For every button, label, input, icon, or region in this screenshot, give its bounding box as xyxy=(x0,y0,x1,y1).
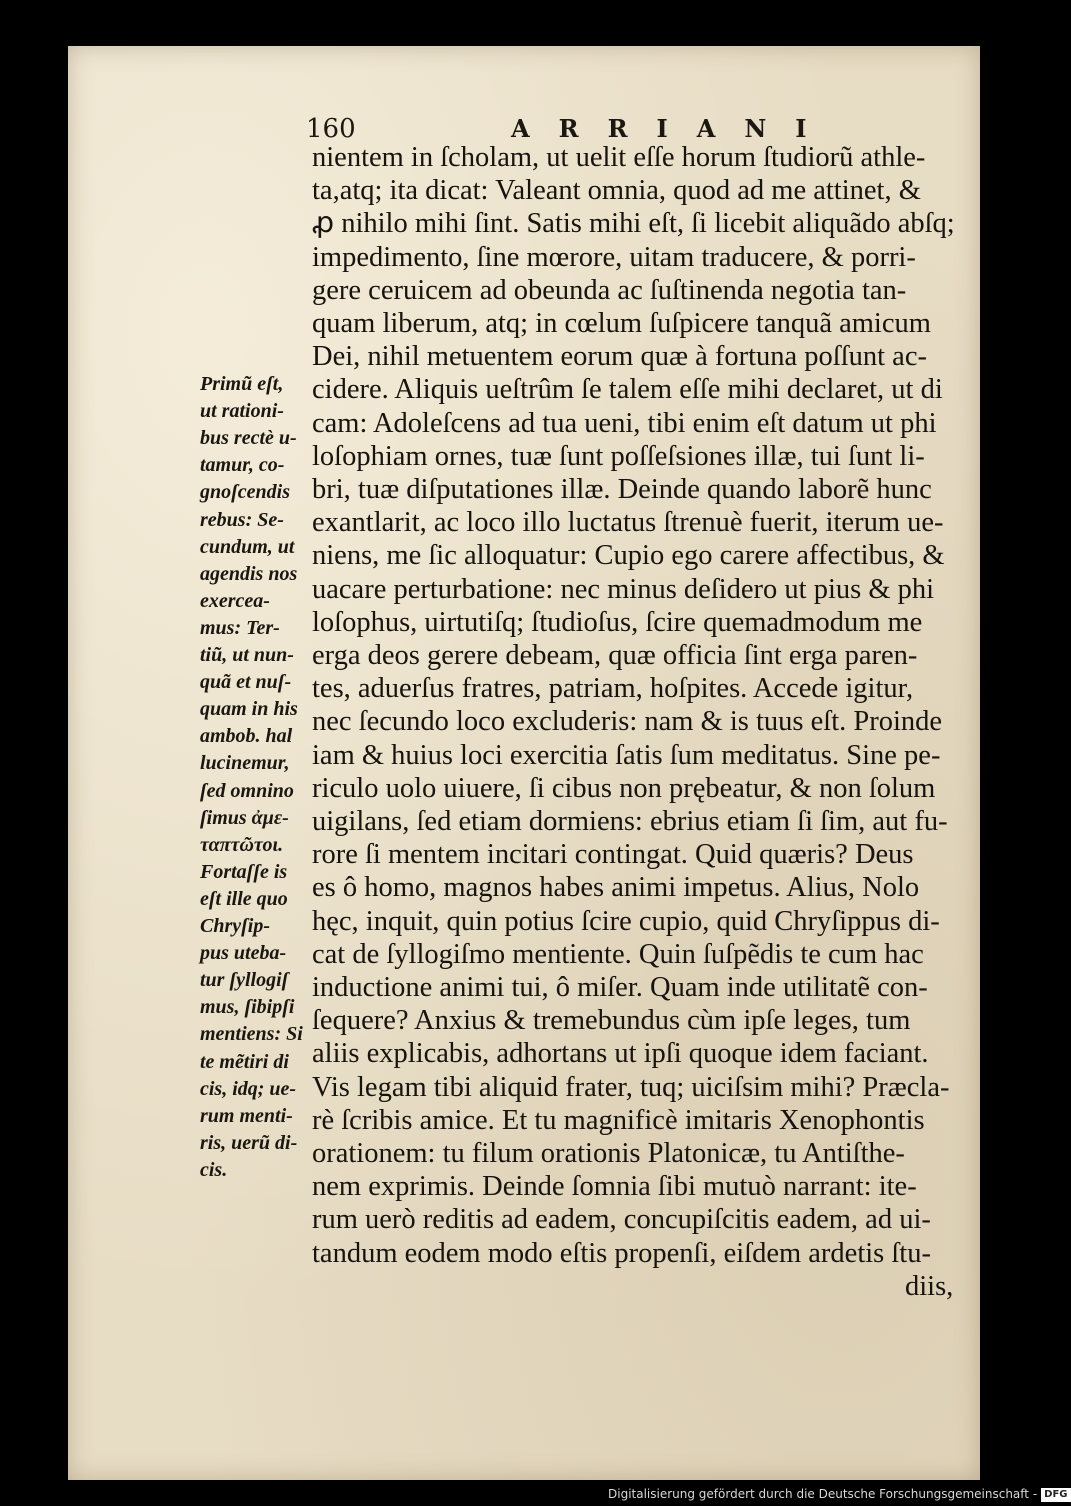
text-line: diis, xyxy=(905,1270,954,1302)
text-line: loſophiam ornes, tuæ ſunt poſſeſsiones illæ, tui ſunt li- xyxy=(312,440,925,472)
text-line: hęc, inquit, quin potius ſcire cupio, quid Chryſippus di- xyxy=(312,905,940,937)
margin-note-line: rebus: Se- xyxy=(200,508,284,531)
running-head: ARRIANI xyxy=(511,114,836,143)
text-line: aliis explicabis, adhortans ut ipſi quoque idem faciant. xyxy=(312,1038,929,1070)
margin-note-line: mus: Ter- xyxy=(200,616,280,639)
margin-note-line: mus, ſibipſi xyxy=(200,996,295,1019)
margin-note-line: ταπτῶτοι. xyxy=(200,833,284,856)
margin-note-line: lucinemur, xyxy=(200,752,290,775)
text-line: nec ſecundo loco excluderis: nam & is tuus eſt. Proinde xyxy=(312,706,943,738)
text-line: gere ceruicem ad obeunda ac ſuſtinenda negotia tan- xyxy=(312,274,907,306)
margin-note-line: quam in his xyxy=(200,698,298,721)
text-line: bri, tuæ diſputationes illæ. Deinde quando laborẽ hunc xyxy=(312,474,932,505)
text-line: cidere. Aliquis ueſtrûm ſe talem eſſe mihi declaret, ut di xyxy=(312,374,943,406)
margin-note-line: tamur, co- xyxy=(200,454,285,477)
text-line: niens, me ſic alloquatur: Cupio ego carere affectibus, & xyxy=(312,540,945,572)
margin-note-line: gnoſcendis xyxy=(200,481,290,504)
text-line: riculo uolo uiuere, ſi cibus non prębeatur, & non ſolum xyxy=(312,772,936,804)
text-line: cat de ſyllogiſmo mentiente. Quin ſuſpẽdis te cum hac xyxy=(312,938,924,970)
text-line: uigilans, ſed etiam dormiens: ebrius etiam ſi ſim, aut fu- xyxy=(312,806,948,837)
text-line: nientem in ſcholam, ut uelit eſſe horum ſtudiorũ athle- xyxy=(312,142,926,173)
margin-note-line: bus rectè u- xyxy=(200,427,297,450)
text-line: Vis legam tibi aliquid frater, tuq; uiciſsim mihi? Præcla- xyxy=(312,1071,950,1103)
text-line: erga deos gerere debeam, quæ officia ſint erga paren- xyxy=(312,640,918,671)
text-line: uacare perturbatione: nec minus deſidero ut pius & phi xyxy=(312,573,935,605)
page-number: 160 xyxy=(306,114,356,144)
text-line: tes, aduerſus fratres, patriam, hoſpites. Accede igitur, xyxy=(312,673,914,705)
text-line: ta,atq; ita dicat: Valeant omnia, quod ad me attinet, & xyxy=(312,175,921,207)
text-line: exantlarit, ac loco illo luctatus ſtrenuè fuerit, iterum ue- xyxy=(312,507,944,539)
text-line: Dei, nihil metuentem eorum quæ à fortuna poſſunt ac- xyxy=(312,341,927,373)
text-line: quam liberum, atq; in cœlum ſuſpicere tanquã amicum xyxy=(312,308,931,339)
text-line: rore ſi mentem incitari contingat. Quid quæris? Deus xyxy=(312,839,914,871)
text-line: tandum eodem modo eſtis propenſi, eiſdem ardetis ſtu- xyxy=(312,1237,931,1269)
text-line: ſequere? Anxius & tremebundus cùm ipſe leges, tum xyxy=(312,1005,911,1037)
margin-note-line: Primũ eſt, xyxy=(200,373,284,395)
margin-note-line: cis, idq; ue- xyxy=(200,1077,297,1100)
margin-note-line: pus uteba- xyxy=(200,942,287,965)
margin-note-line: ris, uerũ di- xyxy=(200,1131,298,1154)
margin-note-line: Chryſip- xyxy=(200,915,270,937)
footer-text: Digitalisierung gefördert durch die Deutsche Forschungsgemeinschaft - xyxy=(608,1487,1038,1501)
text-line: orationem: tu filum orationis Platonicæ, tu Antiſthe- xyxy=(312,1138,905,1169)
margin-note-line: eſt ille quo xyxy=(200,887,288,910)
text-line: rum uerò reditis ad eadem, concupiſcitis eadem, ad ui- xyxy=(312,1204,931,1236)
margin-note-line: quã et nuſ- xyxy=(200,671,292,694)
text-line: impedimento, ſine mœrore, uitam traducere, & porri- xyxy=(312,241,916,273)
margin-note-line: tiũ, ut nun- xyxy=(200,644,294,666)
margin-note-line: cundum, ut xyxy=(200,535,295,558)
margin-note-line: rum menti- xyxy=(200,1104,293,1127)
margin-note-line: cis. xyxy=(200,1158,228,1181)
margin-note-line: ambob. hal xyxy=(200,725,293,748)
dfg-logo: DFG xyxy=(1041,1488,1070,1502)
text-line: es ô homo, magnos habes animi impetus. Alius, Nolo xyxy=(312,872,920,904)
margin-note-line: ut rationi- xyxy=(200,400,284,423)
text-line: ꝓ nihilo mihi ſint. Satis mihi eſt, ſi licebit aliquãdo abſq; xyxy=(312,208,955,240)
text-line: inductione animi tui, ô miſer. Quam inde utilitatẽ con- xyxy=(312,972,928,1003)
margin-note-line: ſimus ἀμε- xyxy=(200,806,289,829)
text-line: iam & huius loci exercitia ſatis ſum meditatus. Sine pe- xyxy=(312,739,941,771)
margin-note-line: mentiens: Si xyxy=(200,1023,303,1046)
text-line: cam: Adoleſcens ad tua ueni, tibi enim eſt datum ut phi xyxy=(312,407,937,439)
text-line: loſophus, uirtutiſq; ſtudioſus, ſcire quemadmodum me xyxy=(312,606,923,638)
margin-note-line: tur ſyllogiſ xyxy=(200,969,289,992)
digitization-footer xyxy=(608,1485,1068,1503)
margin-note-line: Fortaſſe is xyxy=(200,860,288,883)
margin-note-line: agendis nos xyxy=(200,562,298,585)
text-line: rè ſcribis amice. Et tu magnificè imitaris Xenophontis xyxy=(312,1104,925,1136)
text-line: nem exprimis. Deinde ſomnia ſibi mutuò narrant: ite- xyxy=(312,1171,917,1203)
margin-note-line: te mẽtiri di xyxy=(200,1050,289,1073)
margin-note-line: exercea- xyxy=(200,589,270,612)
margin-note-line: ſed omnino xyxy=(200,779,294,802)
